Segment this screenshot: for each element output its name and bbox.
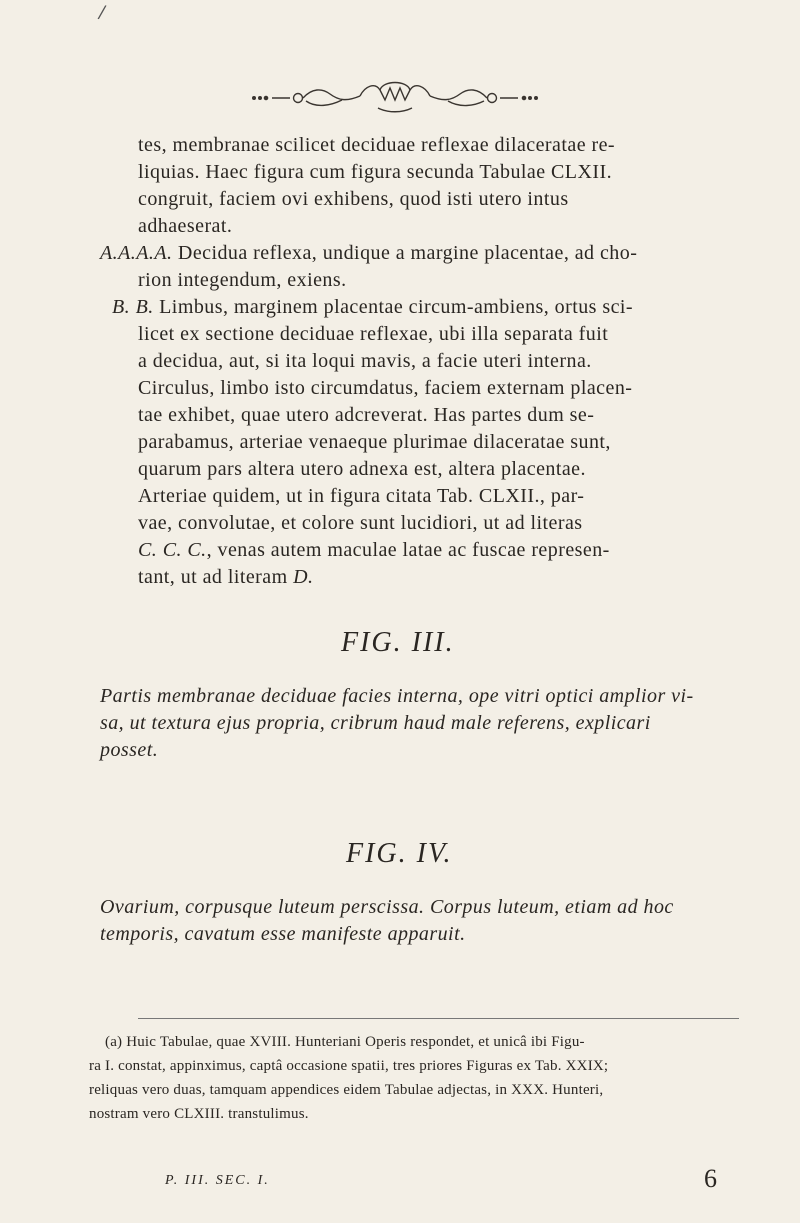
figure-title-fig4: FIG. IV. (346, 838, 453, 869)
caption-line: temporis, cavatum esse manifeste apparuit. (100, 923, 466, 945)
text-line: parabamus, arteriae venaeque plurimae dilaceratae sunt, (138, 431, 611, 453)
legend-entry-bb (112, 294, 633, 321)
text-fragment: tant, ut ad literam (138, 566, 294, 588)
legend-text: Decidua reflexa, undique a margine placentae, ad cho- (177, 242, 638, 264)
footnote-line: nostram vero CLXIII. transtulimus. (89, 1106, 309, 1122)
text-line: rion integendum, exiens. (138, 269, 347, 291)
signature-mark: P. III. SEC. I. (165, 1173, 270, 1188)
text-line: Circulus, limbo isto circumdatus, faciem externam placen- (138, 377, 633, 399)
page-number: 6 (704, 1164, 717, 1193)
legend-label: A.A.A.A. (100, 242, 173, 264)
text-line: liquias. Haec figura cum figura secunda Tabulae CLXII. (138, 161, 613, 183)
caption-line: posset. (100, 739, 159, 761)
legend-entry-aaaa (100, 240, 637, 267)
text-line (138, 537, 610, 564)
text-line: Arteriae quidem, ut in figura citata Tab. CLXII., par- (138, 485, 585, 507)
legend-text: Limbus, marginem placentae circum-ambiens, ortus sci- (159, 296, 634, 318)
figure-title-fig3: FIG. III. (341, 627, 455, 658)
stray-ink-mark: / (96, 1, 108, 24)
text-line: quarum pars altera utero adnexa est, altera placentae. (138, 458, 586, 480)
letter-reference: C. C. C. (138, 539, 207, 561)
text-line: tes, membranae scilicet deciduae reflexae dilaceratae re- (138, 134, 616, 156)
footnote-divider (138, 1018, 739, 1019)
legend-label: B. B. (112, 296, 154, 318)
letter-reference: D. (293, 566, 314, 588)
text-line: adhaeserat. (138, 215, 233, 237)
footnote-line: ra I. constat, appinximus, captâ occasione spatii, tres priores Figuras ex Tab. XXIX; (89, 1058, 609, 1074)
text-line: vae, convolutae, et colore sunt lucidiori, ut ad literas (138, 512, 583, 534)
text-line (138, 564, 313, 591)
caption-line: sa, ut textura ejus propria, cribrum haud male referens, explicari (100, 712, 651, 734)
caption-line: Ovarium, corpusque luteum perscissa. Corpus luteum, etiam ad hoc (100, 896, 674, 918)
caption-line: Partis membranae deciduae facies interna, ope vitri optici amplior vi- (100, 685, 694, 707)
text-line: tae exhibet, quae utero adcreverat. Has partes dum se- (138, 404, 595, 426)
text-line: congruit, faciem ovi exhibens, quod isti utero intus (138, 188, 569, 210)
text-fragment: , venas autem maculae latae ac fuscae represen- (206, 539, 610, 561)
decorative-headpiece-icon (250, 76, 540, 116)
text-line: licet ex sectione deciduae reflexae, ubi illa separata fuit (138, 323, 609, 345)
text-line: a decidua, aut, si ita loqui mavis, a facie uteri interna. (138, 350, 592, 372)
footnote-line: reliquas vero duas, tamquam appendices eidem Tabulae adjectas, in XXX. Hunteri, (89, 1082, 604, 1098)
footnote-line: (a) Huic Tabulae, quae XVIII. Hunteriani Operis respondet, et unicâ ibi Figu- (105, 1034, 585, 1050)
